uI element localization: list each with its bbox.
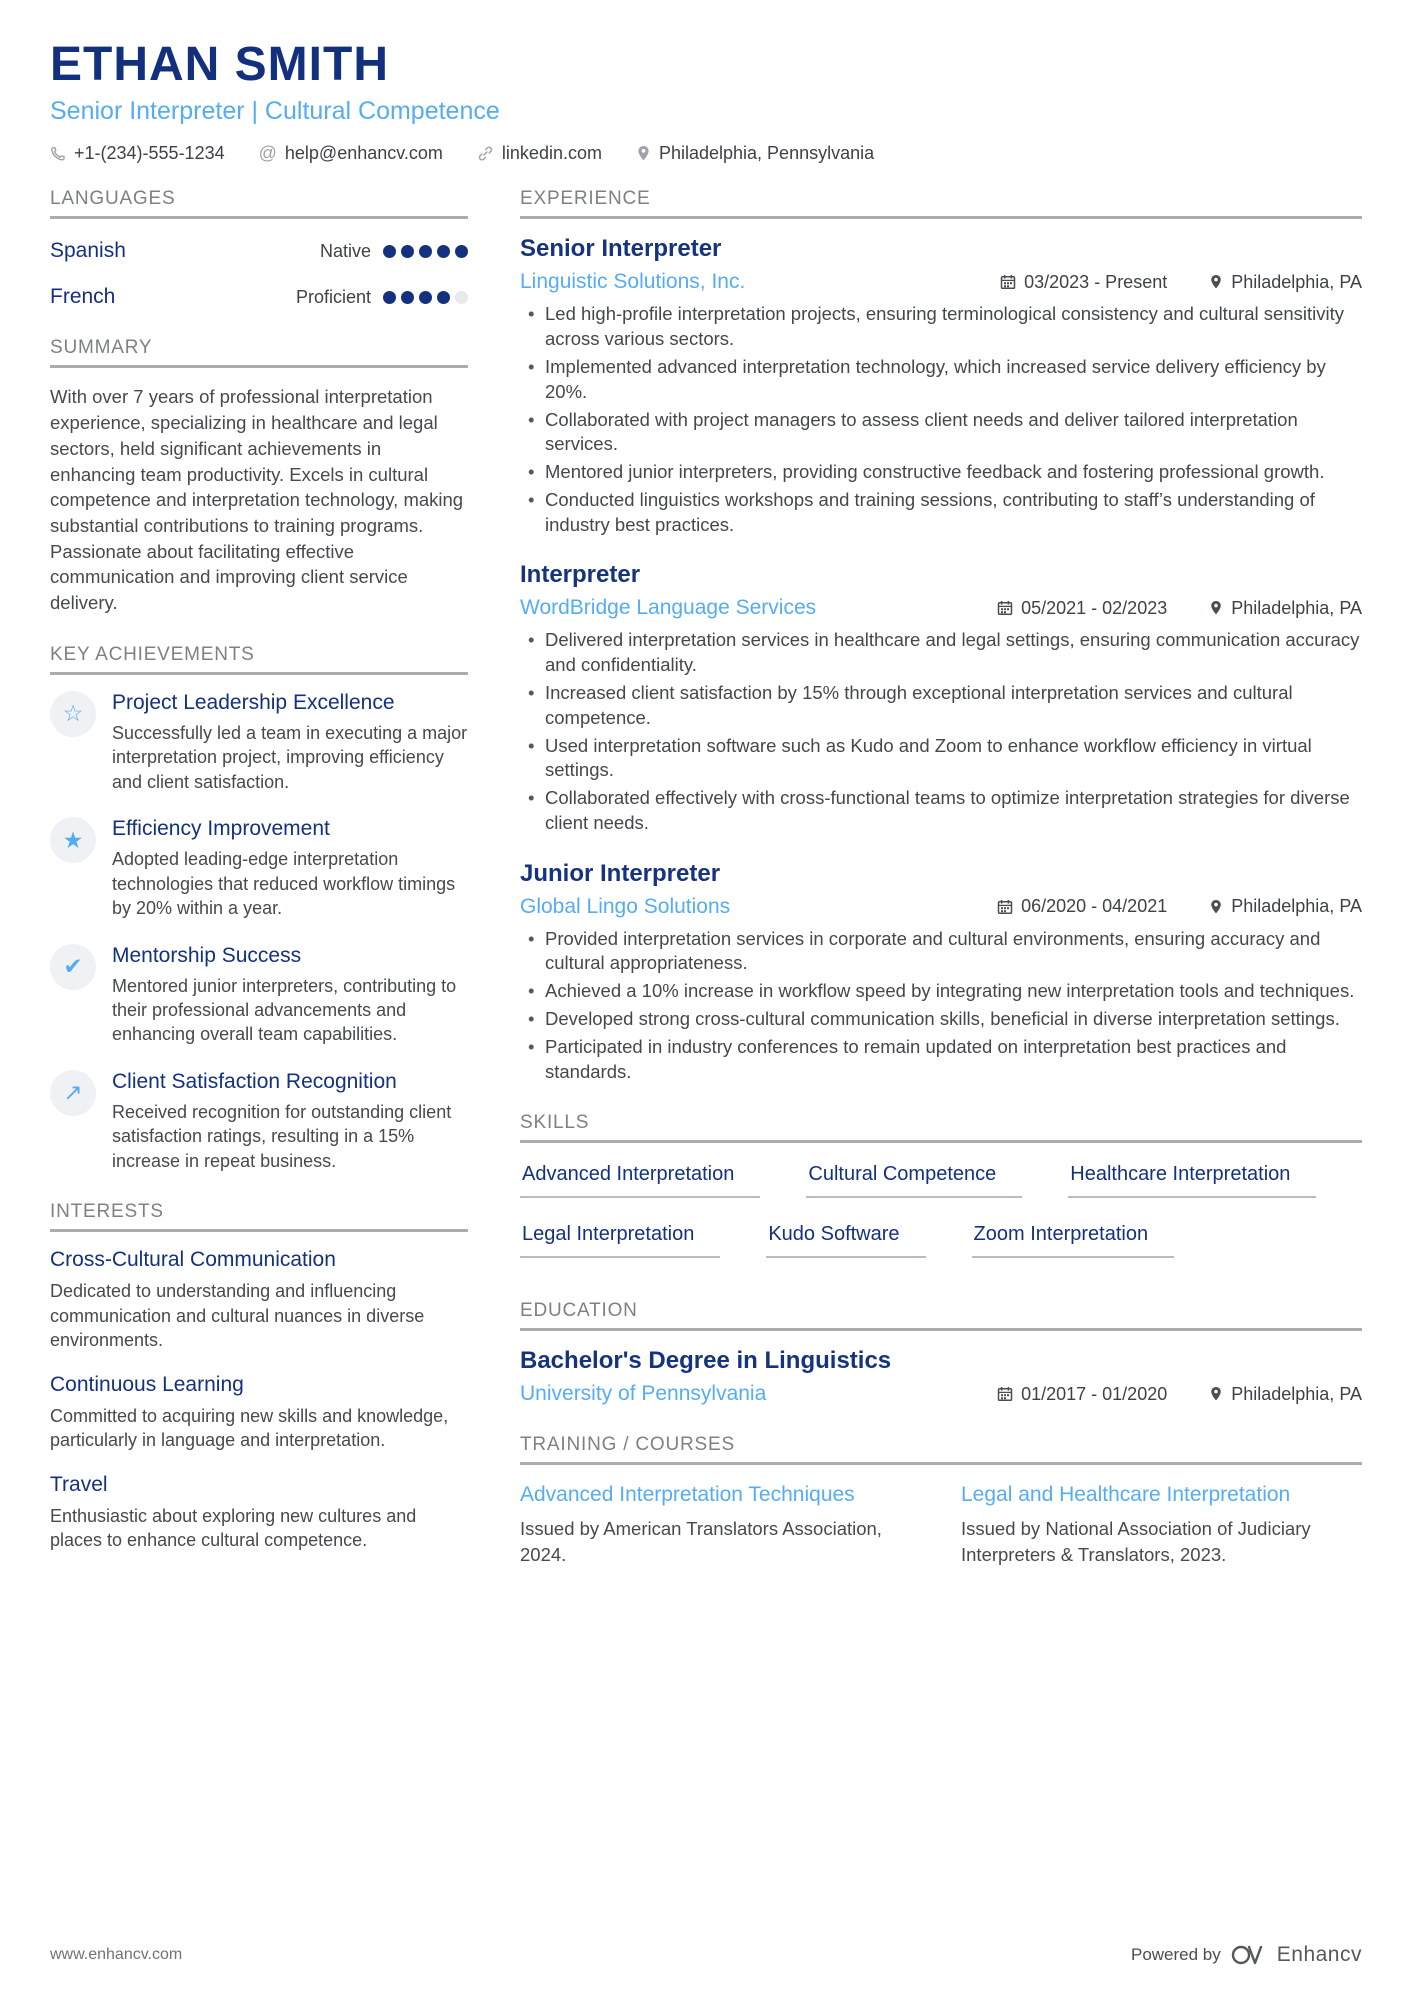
education-section (520, 1300, 1362, 1406)
achievements-heading: KEY ACHIEVEMENTS (50, 644, 468, 675)
level-dot (455, 245, 468, 258)
skill-tag: Legal Interpretation (520, 1223, 720, 1258)
job-dates-text: 05/2021 - 02/2023 (1021, 597, 1168, 618)
interest-title: Travel (50, 1472, 108, 1496)
job-dates (997, 896, 1167, 917)
job-bullet-list (520, 302, 1362, 537)
interest-item (50, 1373, 468, 1453)
enhancv-logo-icon (1231, 1943, 1267, 1967)
course-item (961, 1483, 1362, 1566)
location-pin-icon (1209, 899, 1223, 915)
achievement-text: Adopted leading-edge interpretation technologies that reduced workflow timings by 20% within a year. (112, 849, 456, 919)
education-heading: EDUCATION (520, 1300, 1362, 1331)
education-location (1209, 1384, 1362, 1405)
experience-section (520, 188, 1362, 1084)
job-bullet: • Developed strong cross-cultural communication skills, beneficial in diverse interpretation settings. (528, 1007, 1362, 1032)
phone-icon (50, 146, 66, 162)
skills-section (520, 1112, 1362, 1258)
location-pin-icon (1209, 1386, 1223, 1402)
resume-header (50, 40, 1362, 164)
level-dot (419, 291, 432, 304)
job-bullet: • Mentored junior interpreters, providing constructive feedback and fostering professional growth. (528, 460, 1362, 485)
job-bullet: • Provided interpretation services in corporate and cultural environments, ensuring accuracy and cultural appropriateness. (528, 927, 1362, 977)
level-dot (383, 291, 396, 304)
check-icon: ✔ (50, 944, 96, 990)
contact-linkedin-text: linkedin.com (501, 143, 602, 164)
achievement-title: Mentorship Success (112, 943, 302, 967)
level-dot (437, 291, 450, 304)
level-dot (437, 245, 450, 258)
interest-title: Cross-Cultural Communication (50, 1248, 336, 1272)
job-title: Junior Interpreter (520, 859, 721, 887)
course-text: Issued by National Association of Judiciary Interpreters & Translators, 2023. (961, 1518, 1311, 1565)
enhancv-wordmark: Enhancv (1276, 1943, 1362, 1966)
job-bullet: • Participated in industry conferences to remain updated on interpretation best practices and standards. (528, 1035, 1362, 1085)
language-level-dots (383, 291, 468, 304)
job-bullet: • Led high-profile interpretation projects, ensuring terminological consistency and cultural sensitivity across various sectors. (528, 302, 1362, 352)
degree-title: Bachelor's Degree in Linguistics (520, 1347, 892, 1375)
contact-email[interactable] (259, 143, 443, 164)
education-entry (520, 1347, 1362, 1406)
contact-phone[interactable] (50, 143, 225, 164)
trend-arrow-icon: ↗ (50, 1070, 96, 1116)
interest-text: Dedicated to understanding and influencing communication and cultural nuances in diverse environments. (50, 1281, 425, 1351)
job-location-text: Philadelphia, PA (1231, 597, 1362, 618)
powered-by-label: Powered by (1130, 1945, 1221, 1964)
location-pin-icon (1209, 600, 1223, 616)
course-title: Legal and Healthcare Interpretation (961, 1483, 1291, 1507)
job-dates-text: 03/2023 - Present (1024, 271, 1168, 292)
person-name: ETHAN SMITH (50, 38, 389, 91)
contact-location (636, 143, 874, 164)
skill-tag: Advanced Interpretation (520, 1163, 760, 1198)
job-title: Senior Interpreter (520, 235, 722, 263)
company-row (520, 895, 1362, 919)
job-location (1209, 598, 1362, 619)
achievement-title: Client Satisfaction Recognition (112, 1069, 397, 1093)
skill-tag: Kudo Software (766, 1223, 925, 1258)
job-bullet-list (520, 927, 1362, 1085)
interest-item (50, 1248, 468, 1352)
skill-tag: Zoom Interpretation (972, 1223, 1175, 1258)
achievement-title: Efficiency Improvement (112, 817, 330, 841)
level-dot (401, 291, 414, 304)
job-bullet: • Conducted linguistics workshops and training sessions, contributing to staff’s understanding of industry best practices. (528, 488, 1362, 538)
education-location-text: Philadelphia, PA (1231, 1383, 1362, 1404)
job-bullet: • Collaborated effectively with cross-functional teams to optimize interpretation strategies for diverse client needs. (528, 786, 1362, 836)
job-location (1209, 272, 1362, 293)
job-bullet: • Used interpretation software such as Kudo and Zoom to enhance workflow efficiency in virtual settings. (528, 734, 1362, 784)
experience-heading: EXPERIENCE (520, 188, 1362, 219)
interest-text: Enthusiastic about exploring new cultures and places to enhance cultural competence. (50, 1505, 417, 1551)
job-bullet: • Achieved a 10% increase in workflow speed by integrating new interpretation tools and techniques. (528, 979, 1362, 1004)
person-headline: Senior Interpreter | Cultural Competence (50, 97, 500, 126)
language-level-dots (383, 245, 468, 258)
calendar-icon (997, 899, 1013, 915)
job-bullet: • Implemented advanced interpretation technology, which increased service delivery efficiency by 20%. (528, 355, 1362, 405)
achievement-item (50, 691, 468, 794)
contact-linkedin[interactable] (477, 143, 602, 164)
skills-list (520, 1163, 1362, 1258)
level-dot (383, 245, 396, 258)
language-name: French (50, 285, 116, 309)
language-row (50, 285, 468, 309)
job-bullet: • Increased client satisfaction by 15% through exceptional interpretation services and cultural competence. (528, 681, 1362, 731)
education-dates-text: 01/2017 - 01/2020 (1021, 1383, 1168, 1404)
interest-text: Committed to acquiring new skills and knowledge, particularly in language and interpretation. (50, 1405, 449, 1451)
company-row (520, 270, 1362, 294)
language-level-label: Native (319, 240, 371, 261)
star-outline-icon: ☆ (50, 691, 96, 737)
job-bullet: • Collaborated with project managers to assess client needs and deliver tailored interpretation services. (528, 408, 1362, 458)
job-bullet: • Delivered interpretation services in healthcare and legal settings, ensuring communication accuracy and confidentiality. (528, 628, 1362, 678)
education-dates (997, 1384, 1167, 1405)
summary-text: With over 7 years of professional interpretation experience, specializing in healthcare and legal sectors, held significant achievements in enhancing team productivity. Excels in cultural competence and interpretation technology, making substantial contributions to training programs. Passionate about facilitating effective communication and improving client service delivery. (50, 386, 464, 614)
course-title: Advanced Interpretation Techniques (520, 1483, 855, 1507)
achievement-item (50, 817, 468, 920)
sidebar-column (50, 188, 468, 1594)
job-location-text: Philadelphia, PA (1231, 271, 1362, 292)
achievement-item (50, 944, 468, 1047)
job-dates-text: 06/2020 - 04/2021 (1021, 896, 1168, 917)
job-location (1209, 896, 1362, 917)
job-title: Interpreter (520, 561, 641, 589)
company-name: Global Lingo Solutions (520, 894, 731, 918)
contact-row (50, 143, 1362, 164)
interest-item (50, 1473, 468, 1553)
language-name: Spanish (50, 239, 126, 263)
job-bullet-list (520, 628, 1362, 835)
summary-section (50, 337, 468, 615)
achievements-section (50, 644, 468, 1174)
achievement-item (50, 1070, 468, 1173)
page-footer (50, 1943, 1362, 1967)
school-name: University of Pennsylvania (520, 1382, 767, 1406)
website-link[interactable]: www.enhancv.com (50, 1946, 183, 1963)
summary-heading: SUMMARY (50, 337, 468, 368)
job-dates (997, 598, 1167, 619)
powered-by (1131, 1943, 1362, 1967)
contact-location-text: Philadelphia, Pennsylvania (658, 143, 875, 164)
link-icon (477, 145, 494, 162)
achievement-text: Successfully led a team in executing a major interpretation project, improving efficiency and client satisfaction. (112, 722, 468, 792)
skill-tag: Healthcare Interpretation (1068, 1163, 1316, 1198)
language-level-label: Proficient (295, 286, 371, 307)
location-pin-icon (1209, 274, 1223, 290)
company-name: WordBridge Language Services (520, 596, 817, 620)
achievement-text: Mentored junior interpreters, contributing to their professional advancements and enhancing overall team capabilities. (112, 975, 457, 1045)
calendar-icon (1000, 274, 1016, 290)
achievement-text: Received recognition for outstanding client satisfaction ratings, resulting in a 15% increase in repeat business. (112, 1101, 452, 1171)
job-dates (1000, 272, 1167, 293)
calendar-icon (997, 1386, 1013, 1402)
training-heading: TRAINING / COURSES (520, 1434, 1362, 1465)
experience-entry (520, 561, 1362, 835)
location-pin-icon (636, 145, 651, 162)
interests-section (50, 1201, 468, 1552)
languages-heading: LANGUAGES (50, 188, 468, 219)
achievement-title: Project Leadership Excellence (112, 690, 395, 714)
level-dot (401, 245, 414, 258)
interest-title: Continuous Learning (50, 1372, 244, 1396)
training-section (520, 1434, 1362, 1566)
at-icon: @ (258, 143, 277, 164)
languages-section (50, 188, 468, 309)
skills-heading: SKILLS (520, 1112, 1362, 1143)
contact-phone-text: +1-(234)-555-1234 (74, 143, 225, 164)
course-text: Issued by American Translators Association, 2024. (520, 1518, 882, 1565)
main-column (520, 188, 1362, 1594)
level-dot (455, 291, 468, 304)
company-name: Linguistic Solutions, Inc. (520, 270, 746, 294)
experience-entry (520, 235, 1362, 537)
skill-tag: Cultural Competence (806, 1163, 1022, 1198)
interests-heading: INTERESTS (50, 1201, 468, 1232)
school-row (520, 1382, 1362, 1406)
level-dot (419, 245, 432, 258)
calendar-icon (997, 600, 1013, 616)
job-location-text: Philadelphia, PA (1231, 896, 1362, 917)
contact-email-text: help@enhancv.com (284, 143, 443, 164)
star-icon: ★ (50, 817, 96, 863)
experience-entry (520, 860, 1362, 1085)
courses-list (520, 1483, 1362, 1566)
language-row (50, 239, 468, 263)
company-row (520, 596, 1362, 620)
course-item (520, 1483, 921, 1566)
